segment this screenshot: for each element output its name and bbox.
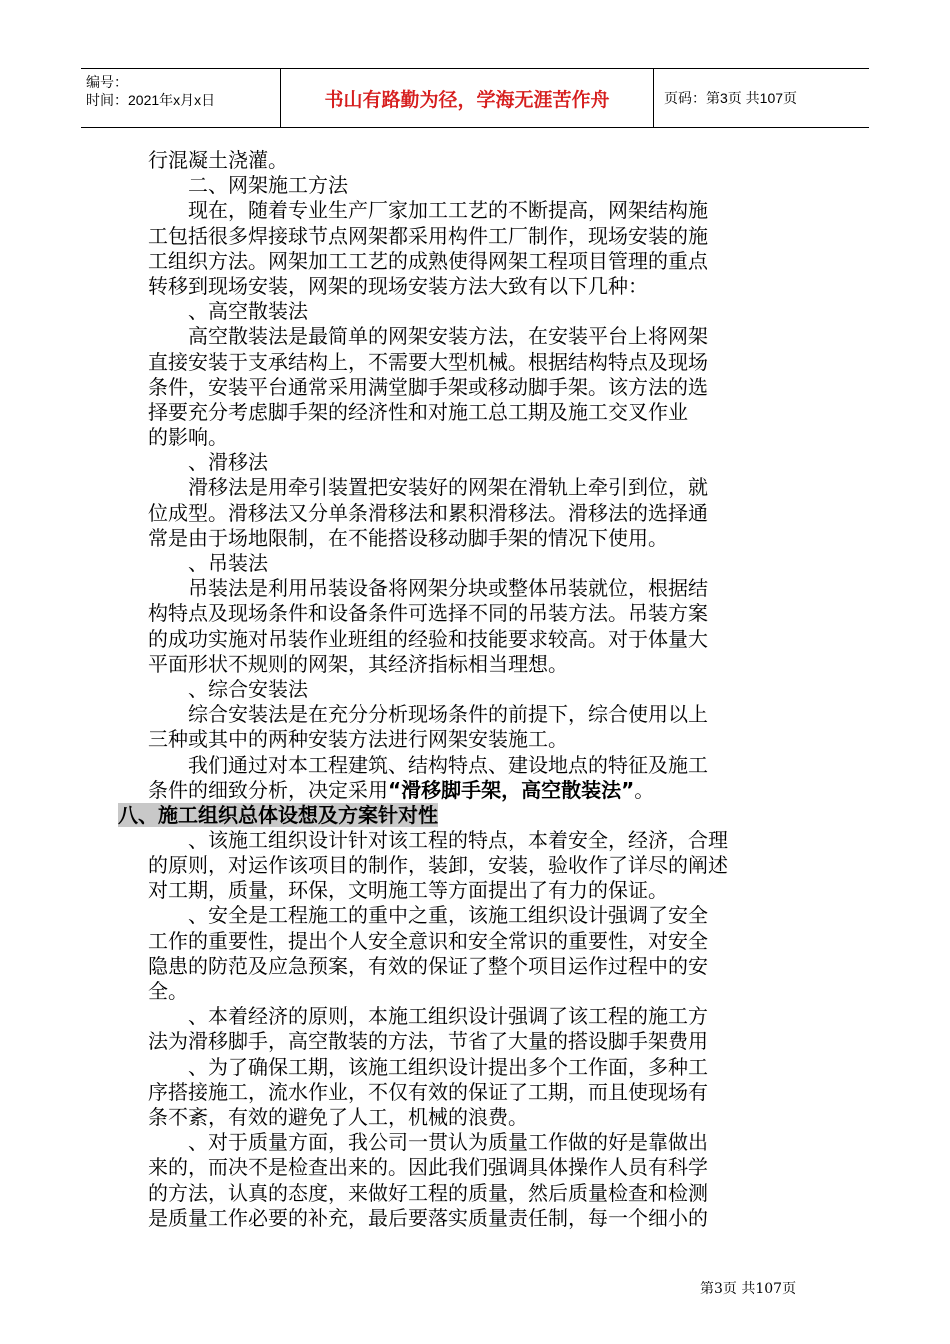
text-line: 、高空散装法 [188, 299, 308, 324]
document-body [118, 148, 813, 1231]
text-line: 行混凝土浇灌。 [148, 148, 288, 172]
text-line: 平面形状不规则的网架，其经济指标相当理想。 [148, 651, 568, 676]
decision-suffix: 。 [634, 777, 655, 802]
decision-prefix: 条件的细致分析，决定采用 [148, 777, 388, 802]
text-line: 高空散装法是最简单的网架安装方法，在安装平台上将网架 [188, 324, 708, 349]
section-heading [118, 803, 813, 828]
text-line: 来的，而决不是检查出来的。因此我们强调具体操作人员有科学 [148, 1155, 708, 1180]
document-number-label: 编号： [86, 74, 128, 90]
page-footer: 第3页 共107页 [700, 1281, 797, 1297]
text-line: 常是由于场地限制，在不能搭设移动脚手架的情况下使用。 [148, 525, 668, 550]
paragraph-block-1 [148, 148, 813, 778]
text-line: 的方法，认真的态度，来做好工程的质量，然后质量检查和检测 [148, 1180, 708, 1205]
text-line: 法为滑移脚手，高空散装的方法，节省了大量的搭设脚手架费用 [148, 1029, 708, 1054]
text-line: 条件，安装平台通常采用满堂脚手架或移动脚手架。该方法的选 [148, 374, 708, 399]
header-page-info: 页码：第3页 共107页 [664, 90, 798, 106]
text-line: 、滑移法 [188, 450, 268, 475]
text-line: 的影响。 [148, 425, 228, 450]
section-heading-text: 八、施工组织总体设想及方案针对性 [118, 802, 438, 827]
text-line: 对工期，质量，环保，文明施工等方面提出了有力的保证。 [148, 878, 668, 903]
text-line: 滑移法是用牵引装置把安装好的网架在滑轨上牵引到位，就 [188, 475, 708, 500]
text-line: 隐患的防范及应急预案，有效的保证了整个项目运作过程中的安 [148, 953, 708, 978]
document-date: 时间：2021年x月x日 [86, 92, 216, 108]
text-line: 综合安装法是在充分分析现场条件的前提下，综合使用以上 [188, 702, 708, 727]
header-meta [81, 69, 281, 127]
text-line: 三种或其中的两种安装方法进行网架安装施工。 [148, 727, 568, 752]
text-line: 、为了确保工期，该施工组织设计提出多个工作面，多种工 [188, 1054, 708, 1079]
text-line: 直接安装于支承结构上，不需要大型机械。根据结构特点及现场 [148, 349, 708, 374]
paragraph-block-2 [148, 828, 813, 1231]
text-line: 工作的重要性，提出个人安全意识和安全常识的重要性，对安全 [148, 928, 708, 953]
text-line: 工包括很多焊接球节点网架都采用构件工厂制作，现场安装的施 [148, 223, 708, 248]
text-line: 、该施工组织设计针对该工程的特点，本着安全，经济，合理 [188, 827, 728, 852]
text-line: 吊装法是利用吊装设备将网架分块或整体吊装就位，根据结 [188, 576, 708, 601]
header-motto: 书山有路勤为径，学海无涯苦作舟 [281, 69, 654, 127]
text-line: 、对于质量方面，我公司一贯认为质量工作做的好是靠做出 [188, 1130, 708, 1155]
text-line: 、综合安装法 [188, 676, 308, 701]
text-line: 条不紊，有效的避免了人工，机械的浪费。 [148, 1104, 528, 1129]
text-line: 是质量工作必要的补充，最后要落实质量责任制，每一个细小的 [148, 1205, 708, 1230]
page-header [81, 68, 869, 128]
text-line: 工组织方法。网架加工工艺的成熟使得网架工程项目管理的重点 [148, 248, 708, 273]
decision-line [148, 778, 813, 803]
text-line: 的成功实施对吊装作业班组的经验和技能要求较高。对于体量大 [148, 626, 708, 651]
text-line: 的原则，对运作该项目的制作，装卸，安装，验收作了详尽的阐述 [148, 853, 728, 878]
text-line: 二、网架施工方法 [188, 173, 348, 198]
text-line: 转移到现场安装，网架的现场安装方法大致有以下几种： [148, 273, 648, 298]
text-line: 现在，随着专业生产厂家加工工艺的不断提高，网架结构施 [188, 198, 708, 223]
text-line: 构特点及现场条件和设备条件可选择不同的吊装方法。吊装方案 [148, 601, 708, 626]
text-line: 、吊装法 [188, 551, 268, 575]
text-line: 我们通过对本工程建筑、结构特点、建设地点的特征及施工 [188, 752, 708, 777]
text-line: 全。 [148, 979, 188, 1003]
text-line: 择要充分考虑脚手架的经济性和对施工总工期及施工交叉作业 [148, 399, 688, 424]
text-line: 、安全是工程施工的重中之重，该施工组织设计强调了安全 [188, 903, 708, 928]
text-line: 、本着经济的原则，本施工组织设计强调了该工程的施工方 [188, 1004, 708, 1029]
text-line: 位成型。滑移法又分单条滑移法和累积滑移法。滑移法的选择通 [148, 500, 708, 525]
decision-method: “滑移脚手架，高空散装法” [388, 777, 635, 802]
text-line: 序搭接施工，流水作业，不仅有效的保证了工期，而且使现场有 [148, 1079, 708, 1104]
